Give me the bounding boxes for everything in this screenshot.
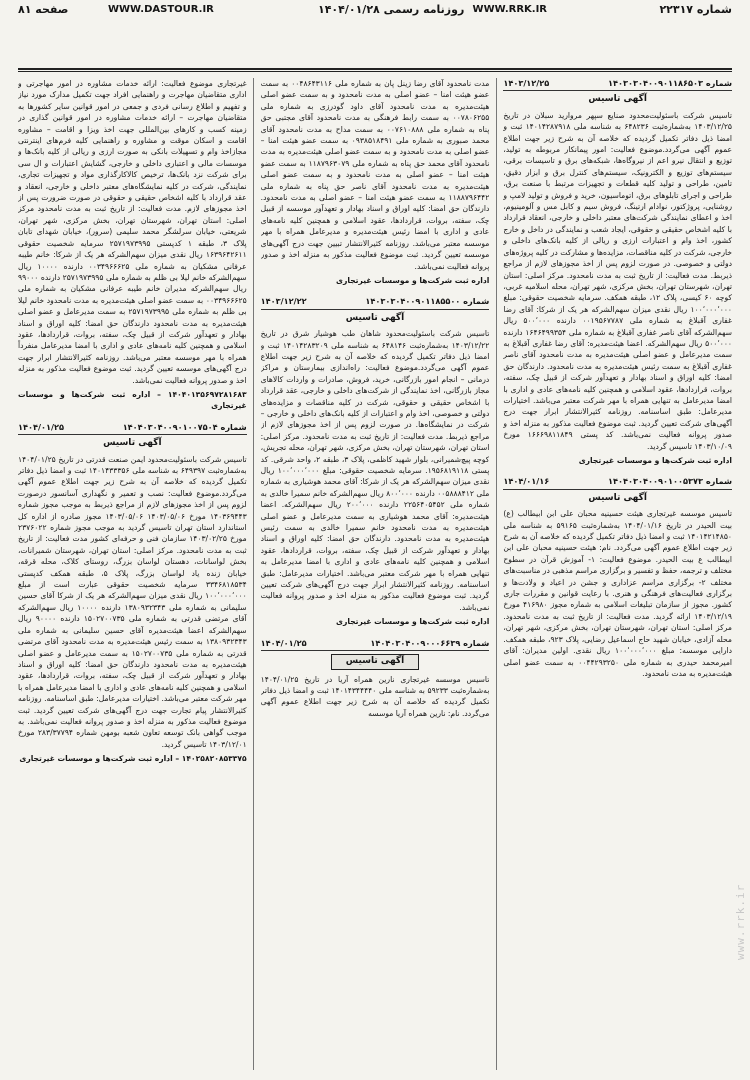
notice-reference bbox=[18, 422, 247, 435]
notice-title-text: آگهی تاسیس bbox=[331, 654, 420, 669]
notice-body: تاسیس شرکت باسئولیت‌محدود ایمن صنعت قدرتی در تاریخ ۱۴۰۴/۰۱/۲۵ به‌شماره‌ثبت ۶۴۹۳۹۷ به شناسه ملی ۱۴۰۱۴۳۳۳۵۶ ثبت و امضا ذیل دفاتر تکمیل گردیده که خلاصه آن به شرح زیر جهت اطلاع عموم آگهی می‌گردد.موضوع فعالیت: نصب و تعمیر و نگهداری آسانسور درصورت لزوم پس از اخذ مجوزهای لازم از مراجع ذیربط به موجب مجوز شماره ۱۴۰۳۶۹۴۴۳ مورخ ۱۴۰۳/۰۵/۰۶ ۱۴۰۳/۰۵/۰۶ مجوز صادره از اداره کل استاندارد استان تهران تاسیس گردید به موجب مجوز شماره ۲۳۷۶۰۲۲ مورخ ۱۴۰۳/۰۲/۲۵ سازمان فنی و حرفه‌ای کشور مدت فعالیت: از تاریخ ثبت به مدت نامحدود. مرکز اصلی: استان تهران، شهرستان شمیرانات، بخش لواسانات، دهستان لواسان بزرگ، روستای کلاک، محله قرقه، خیابان زنده یاد لواسان بزرگ، پلاک ۵، طبقه همکف کدپستی ۳۳۴۶۸۱۸۵۳۴ سرمایه شخصیت حقوقی عبارت است از مبلغ ۱۰۰٬۰۰۰٬۰۰۰ ریال نقدی میزان سهم‌الشرکه هر یک از شرکا آقای حسین سلیمانی به شماره ملی ۱۳۸۰۹۳۲۳۴۳ دارنده ۱۰۰۰۰ ریال سهم‌الشرکه آقای مرتضی قدرتی به شماره ملی ۱۵۰۲۷۰۰۷۳۵ دارنده ۹۰۰۰۰ ریال سهم‌الشرکه اعضا هیئت‌مدیره آقای حسین سلیمانی به شماره ملی ۱۳۸۰۹۳۲۳۴۳ به سمت رئیس هیئت‌مدیره به مدت نامحدود آقای مرتضی قدرتی به شماره ملی ۱۵۰۲۷۰۰۷۳۵ به سمت مدیرعامل و عضو اصلی هیئت‌مدیره به مدت نامحدود دارندگان حق امضا: کلیه اوراق و اسناد بهادار و تعهدآور شرکت از قبیل چک، سفته، بروات، قراردادها، عقود اسلامی و همچنین کلیه نامه‌های عادی و اداری با امضا مدیرعامل همراه با مهر شرکت معتبر می‌باشد. اختیارات مدیرعامل: طبق اساسنامه. روزنامه کثیرالانتشار پیام تجارت جهت درج آگهی‌های شرکت تعیین گردید. ثبت موضوع فعالیت مذکور به منزله اخذ و صدور پروانه فعالیت نمی‌باشد. به موجب گواهی بانک توسعه تعاون شعبه بومهن شماره ۲۸۳/۳۷۷۹۴ مورخ ۱۴۰۳/۱۲/۰۱ تاسیس گردید. bbox=[17, 454, 247, 749]
notice-title-text: آگهی تاسیس bbox=[588, 492, 647, 503]
notice-signature: ۱۴۰۴۰۱۳۵۶۹۷۲۸۱۶۸۳ – اداره ثبت شرکت‌ها و موسسات غیرتجاری bbox=[17, 389, 247, 411]
header-rule-thin bbox=[18, 71, 732, 72]
notice-date: ۱۴۰۴/۰۱/۱۶ bbox=[503, 476, 550, 487]
registration-notice bbox=[503, 476, 732, 679]
notice-number: شماره ۱۴۰۳۰۳۰۴۰۰۹۰۱۱۸۶۵۰۳ bbox=[608, 78, 732, 88]
registration-notice bbox=[18, 422, 247, 765]
notice-signature: ۱۴۰۲۵۸۲۰۸۵۳۳۷۵ – اداره ثبت شرکت‌ها و موسسات غیرتجاری bbox=[19, 754, 247, 764]
registration-notice bbox=[261, 638, 490, 719]
registration-notice bbox=[18, 78, 247, 412]
notice-title-text: آگهی تاسیس bbox=[345, 312, 405, 323]
notice-date: ۱۴۰۳/۱۲/۲۵ bbox=[503, 78, 550, 88]
notice-reference bbox=[503, 476, 732, 489]
notice-body: تاسیس موسسه غیرتجاری هیئت حسینیه محبان علی ابن ابیطالب (ع) بیت الحیدر در تاریخ ۱۴۰۴/۰۱/۱۶ به‌شماره‌ثبت ۵۹۱۶۵ به شناسه ملی ۱۴۰۱۴۲۱۴۸۵۰ ثبت و امضا ذیل دفاتر تکمیل گردیده که خلاصه آن به شرح زیر جهت اطلاع عموم آگهی می‌گردد. نام: هیئت حسینیه محبان علی ابن ابیطالب ع بیت الحیدر. موضوع فعالیت: ۱- آموزش قرآن در سطوح مختلف و ترجمه، حفظ و تفسیر و برگزاری مراسم مذهبی در مناسبت‌های مختلف ۲- برگزاری مراسم عزاداری و جشن در اعیاد و ولادت‌ها و برگزاری فعالیت‌های فرهنگی و هنری. با رعایت قوانین و مقررات جاری کشور. مجوز از سازمان تبلیغات اسلامی به شماره مجوز ۴۱۶۹۸۰ مورخ ۱۴۰۳/۱۲/۱۹ ارائه گردید. مدت فعالیت: از تاریخ ثبت به مدت نامحدود. مرکز اصلی: استان تهران، شهرستان تهران، بخش مرکزی، شهر تهران، محله آزادی، خیابان شهید حاج اسماعیل رضایی، پلاک ۹۲۳، طبقه همکف. دارایی موسسه: مبلغ ۱۰۰٬۰۰۰٬۰۰۰ ریال نقدی. اولین مدیران: آقای امیرمحمد حیدری به شماره ملی ۰۰۴۴۲۹۳۲۵۰ به سمت عضو اصلی هیئت‌مدیره به مدت نامحدود. bbox=[503, 509, 732, 678]
notice-signature: اداره ثبت شرکت‌ها و موسسات غیرتجاری bbox=[336, 275, 490, 285]
site-link-left[interactable]: WWW.DASTOUR.IR bbox=[108, 4, 214, 15]
notice-title-text: آگهی تاسیس bbox=[588, 94, 647, 105]
notice-signature: اداره ثبت شرکت‌ها و موسسات غیرتجاری bbox=[336, 617, 490, 627]
notice-title bbox=[261, 313, 490, 324]
notice-title-text: آگهی تاسیس bbox=[103, 438, 162, 449]
registration-notice bbox=[503, 78, 732, 466]
page-header bbox=[18, 0, 732, 70]
registration-notice bbox=[261, 78, 490, 286]
notice-body: تاسیس شرکت باسئولیت‌محدود صنایع سپهر مروارید سبلان در تاریخ ۱۴۰۳/۱۲/۲۵ به‌شماره‌ثبت ۶۴۸۲۳۶ به شناسه ملی ۱۴۰۱۴۲۸۷۹۱۸ ثبت و امضا ذیل دفاتر تکمیل گردیده که خلاصه آن به شرح زیر جهت اطلاع عموم آگهی می‌گردد.موضوع فعالیت: امور پیمانکار مربوطه به تولید، توزیع و انتقال نیرو اعم از نیروگاه‌ها، شبکه‌های برق و تاسیسات برقی، سیستم‌های توزیع و الکترونیک، سیستم‌های کنترل برق و ابزار دقیق، تامین، طراحی و تولید کلیه قطعات و تجهیزات مرتبط با صنعت برق، طراحی و اجرای تابلوهای برق، اتوماسیون، خرید و فروش و تولید لامپ و روشنایی، پروژکتور، نوادام ارتینگ، فروش سیم و کابل مس و آلومینیوم، اخذ و اعطای نمایندگی شرکت‌های معتبر داخلی و خارجی، انعقاد قرارداد با کلیه اشخاص حقیقی و حقوقی، ایجاد شعب و نمایندگی در داخل و خارج کشور، اخذ وام و اعتبارات ارزی و ریالی از کلیه بانک‌های داخلی و خارجی، شرکت در کلیه مناقصات، مزایده‌ها و مشارکت در کلیه پروژه‌های دولتی و خصوصی. در صورت لزوم پس از اخذ مجوزهای لازم از مراجع ذیربط. مدت فعالیت: از تاریخ ثبت به مدت نامحدود. مرکز اصلی: استان تهران، شهرستان تهران، بخش مرکزی، شهر تهران، محله اسلامیه غربی، کوچه ۶۰ کیسی، پلاک ۱۲، طبقه همکف. سرمایه شخصیت حقوقی: مبلغ ۱۰۰٬۰۰۰٬۰۰۰ ریال نقدی میزان سهم‌الشرکه هر یک از شرکا: آقای رضا غفاری آقبلاغ به شماره ملی ۰۰۱۹۵۶۷۷۸۷ دارنده ۵۰۰٬۰۰۰ ریال سهم‌الشرکه آقای ناصر غفاری آقبلاغ به شماره ملی ۱۶۴۶۴۹۹۳۵۴ دارنده ۵۰۰٬۰۰۰ ریال سهم‌الشرکه. اعضا هیئت‌مدیره: آقای رضا غفاری آقبلاغ به سمت مدیرعامل و عضو اصلی هیئت‌مدیره به مدت نامحدود آقای ناصر غفاری آقبلاغ به سمت رئیس هیئت‌مدیره به مدت نامحدود. دارندگان حق امضا: کلیه اوراق و اسناد بهادار و تعهدآور شرکت از قبیل چک، سفته، بروات، قراردادها، عقود اسلامی و همچنین کلیه نامه‌های عادی و اداری با امضا مدیرعامل به تنهایی همراه با مهر شرکت معتبر می‌باشد. اختیارات مدیرعامل: طبق اساسنامه. روزنامه کثیرالانتشار ابرار جهت درج آگهی‌های شرکت تعیین گردید. ثبت موضوع فعالیت مذکور به منزله اخذ و صدور پروانه فعالیت نمی‌باشد. کد پستی ۱۶۶۶۹۸۱۱۸۴۹ مورخ ۱۴۰۳/۱۰/۰۹ تاسیس گردید. bbox=[503, 110, 732, 451]
header-rule bbox=[18, 68, 732, 70]
newspaper-title-date: روزنامه رسمی ۱۴۰۴/۰۱/۲۸ bbox=[318, 3, 465, 16]
notice-date: ۱۴۰۳/۱۲/۲۲ bbox=[260, 296, 307, 307]
notice-body: غیرتجاری موضوع فعالیت: ارائه خدمات مشاوره در امور مهاجرتی و اداری متقاضیان مهاجرت و راهنمایی افراد جهت تکمیل مدارک مورد نیاز و تفهیم و اطلاع رسانی فردی و جمعی در امور قوانین سایر کشورها به متقاضیان مهاجرت – ارائه خدمات مشاوره در امور قوانین گذاری در زمینه کسب و کارهای بین‌المللی جهت اخذ ویزا و اقامت – مشاوره اقامت و اسکان موقت و مشاوره و راهنمایی کلیه فرم‌های اینترنتی مجازاخذ وام و تسهیلات بانکی به صورت ارزی و ریالی از کلیه بانک‌ها و موسسات مالی و اعتباری داخلی و خارجی، گشایش اعتبارات و ال سی برای شرکت نزد بانک‌ها، ترخیص کالاکارگذاری مواد و تجهیزات تجاری، نمایندگی، شرکت در کلیه نمایشگاه‌های معتبر داخلی و خارجی، انعقاد و عقد قرارداد با کلیه اشخاص حقیقی و حقوقی در صورت ضرورت پس از اخذ مجوزهای لازم. مدت فعالیت: از تاریخ ثبت به مدت نامحدود مرکز اصلی: استان تهران، شهرستان تهران، بخش مرکزی، شهر تهران، شریعتی، خیابان سرلشگر محمد سلیمی (سرور)، خیابان شهدای تابان پلاک ۳، طبقه ۱ کدپستی ۲۵۷۱۹۷۳۹۹۵ سرمایه شخصیت حقوقی ۱۶۳۹۶۴۲۶۱۱ ریال نقدی میزان سهم‌الشرکه هر یک از شرکا: خانم طیبه عرفانی مشکیان به شماره ملی ۰۰۳۴۹۶۶۶۲۵ دارنده ۱۰۰۰۰ ریال سهم‌الشرکه خانم لیلا بی ظلم به شماره ملی ۲۵۷۱۹۷۳۹۹۵ دارنده ۹۹۰۰۰ ریال سهم‌الشرکه مدیران خانم طیبه عرفانی مشکیان به شماره ملی ۰۰۳۴۹۶۶۶۲۵ به سمت عضو اصلی هیئت‌مدیره به مدت نامحدود خانم لیلا بی ظلم به شماره ملی ۲۵۷۱۹۷۳۹۹۵ به سمت مدیرعامل و عضو اصلی هیئت‌مدیره به مدت نامحدود دارندگان حق امضا: کلیه اوراق و اسناد بهادار و تعهدآور شرکت از قبیل چک، سفته، بروات، قراردادها، عقود اسلامی و همچنین کلیه نامه‌های عادی و اداری با امضا مدیرعامل منفرداً همراه با مهر موسسه معتبر می‌باشد. روزنامه کثیرالانتشار ابرار جهت درج آگهی‌های موسسه تعیین گردید. ثبت موضوع فعالیت مذکور به منزله اخذ و صدور پروانه فعالیت نمی‌باشد. bbox=[17, 79, 247, 385]
notice-signature: اداره ثبت شرکت‌ها و موسسات غیرتجاری bbox=[578, 456, 732, 465]
notice-body: تاسیس موسسه غیرتجاری نارین همراه آریا در تاریخ ۱۴۰۴/۰۱/۲۵ به‌شماره‌ثبت ۵۹۲۳۳ به شناسه ملی ۱۴۰۱۴۳۴۴۴۴۰ ثبت و امضا ذیل دفاتر تکمیل گردیده که خلاصه آن به شرح زیر جهت اطلاع عموم آگهی می‌گردد. نام: نارین همراه آریا موسسه bbox=[260, 674, 490, 718]
notice-reference bbox=[503, 78, 732, 91]
notice-number: شماره ۱۴۰۴۰۳۰۴۰۰۹۰۱۰۰۷۵۰۴ bbox=[122, 421, 247, 432]
notice-column bbox=[261, 78, 490, 1070]
column-divider bbox=[496, 78, 497, 1070]
notice-columns bbox=[18, 78, 732, 1070]
notice-title bbox=[503, 94, 732, 105]
notice-column bbox=[18, 78, 247, 1070]
notice-reference bbox=[261, 638, 490, 651]
notice-title bbox=[18, 438, 247, 449]
notice-number: شماره ۱۴۰۳۰۳۰۴۰۰۹۰۱۱۸۵۵۰۰ bbox=[365, 296, 490, 307]
column-divider bbox=[253, 78, 254, 1070]
notice-body: تاسیس شرکت باسئولیت‌محدود شاهان طب هوشیار شرق در تاریخ ۱۴۰۳/۱۲/۲۲ به‌شماره‌ثبت ۶۴۸۱۴۶ به شناسه ملی ۱۴۰۱۴۲۸۳۲۰۹ ثبت و امضا ذیل دفاتر تکمیل گردیده که خلاصه آن به شرح زیر جهت اطلاع عموم آگهی می‌گردد.موضوع فعالیت: راه‌اندازی بیمارستان و مراکز درمانی – انجام امور بازرگانی، خرید، فروش، صادرات و واردات کالاهای مجاز بازرگانی، اخذ نمایندگی از شرکت‌های داخلی و خارجی، عقد قرارداد با اشخاص حقیقی و حقوقی، شرکت در کلیه مناقصات و مزایده‌های دولتی و خصوصی، اخذ وام و اعتبارات از کلیه بانک‌های داخلی و خارجی – شرکت در نمایشگاه‌ها. در صورت لزوم پس از اخذ مجوزهای لازم از مراجع ذیربط. مدت فعالیت: از تاریخ ثبت به مدت نامحدود. مرکز اصلی: استان تهران، شهرستان تهران، بخش مرکزی، شهر تهران، محله تجریش، کوچه پیچ‌شمیرانی، بلوار شهید کاظمی، پلاک ۳، طبقه ۲، واحد شرقی. کد پستی ۱۹۵۶۸۱۹۱۱۸. سرمایه شخصیت حقوقی: مبلغ ۱۰۰٬۰۰۰٬۰۰۰ ریال نقدی میزان سهم‌الشرکه هر یک از شرکا: آقای محمد هوشیاری به شماره ملی ۰۰۵۸۸۸۴۱۲ دارنده ۸۰۰٬۰۰۰ ریال سهم‌الشرکه خانم سمیرا خالدی به شماره ملی ۲۲۵۶۴۰۵۴۵۲ دارنده ۲۰۰٬۰۰۰ ریال سهم‌الشرکه. اعضا هیئت‌مدیره: آقای محمد هوشیاری به سمت مدیرعامل و عضو اصلی هیئت‌مدیره به مدت نامحدود خانم سمیرا خالدی به سمت رئیس هیئت‌مدیره به مدت نامحدود. دارندگان حق امضا: کلیه اوراق و اسناد بهادار و تعهدآور شرکت از قبیل چک، سفته، بروات، قراردادها، عقود اسلامی و همچنین کلیه نامه‌های عادی و اداری با امضا مدیرعامل به تنهایی همراه با مهر شرکت معتبر می‌باشد. اختیارات مدیرعامل: طبق اساسنامه. روزنامه کثیرالانتشار ابرار جهت درج آگهی‌های شرکت تعیین گردید. ثبت موضوع فعالیت مذکور به منزله اخذ و صدور پروانه فعالیت نمی‌باشد. bbox=[260, 329, 490, 612]
notice-number: شماره ۱۴۰۴۰۳۰۴۰۰۹۰۱۰۰۵۳۷۳ bbox=[608, 476, 732, 487]
notice-reference bbox=[261, 296, 490, 309]
page-number: صفحه ۸۱ bbox=[18, 3, 69, 16]
notice-column bbox=[503, 78, 732, 1070]
registration-notice bbox=[261, 296, 490, 627]
notice-title bbox=[503, 493, 732, 504]
site-watermark: www.rrk.ir bbox=[734, 883, 747, 960]
site-link-right[interactable]: WWW.RRK.IR bbox=[472, 4, 547, 15]
issue-number: شماره ۲۲۳۱۷ bbox=[659, 3, 732, 16]
notice-body: مدت نامحدود آقای رضا زینل پان به شماره ملی ۰۰۴۸۶۴۳۱۱۶ به سمت عضو هیئت امنا – عضو اصلی به مدت نامحدود و به سمت عضو اصلی هیئت‌مدیره به مدت نامحدود آقای داود گودرزی به شماره ملی ۰۰۷۸۰۶۲۵۵ به سمت رابط فرهنگی به مدت نامحدود آقای مجتبی حق پناه به شماره ملی ۰۰۷۶۱۰۸۸۸ به سمت مداح به مدت نامحدود آقای محمد صبوری به شماره ملی ۰۹۳۸۵۱۸۴۹۱ به سمت عضو هیئت امنا – عضو اصلی به مدت نامحدود و به سمت عضو اصلی هیئت‌مدیره به مدت نامحدود آقای محمد حق پناه به شماره ملی ۱۱۸۷۹۶۳۰۷۹ به سمت عضو هیئت امنا – عضو اصلی به مدت نامحدود و به سمت عضو اصلی هیئت‌مدیره به مدت نامحدود آقای ناصر حق پناه به شماره ملی ۱۱۸۸۷۹۶۴۴۲ به سمت عضو هیئت امنا – عضو اصلی به مدت نامحدود. دارندگان حق امضا: کلیه اوراق و اسناد بهادار و تعهدآور موسسه از قبیل چک، سفته، بروات، قراردادها، عقود اسلامی و همچنین کلیه نامه‌های عادی و اداری با امضا رئیس هیئت‌مدیره و مدیرعامل همراه با مهر موسسه معتبر می‌باشد. روزنامه کثیرالانتشار تبیین جهت درج آگهی‌های موسسه تعیین گردید. ثبت موضوع فعالیت مذکور به منزله اخذ و صدور پروانه فعالیت نمی‌باشد. bbox=[260, 79, 490, 271]
notice-date: ۱۴۰۴/۰۱/۲۵ bbox=[260, 637, 307, 648]
notice-number: شماره ۱۴۰۴۰۳۰۴۰۰۹۰۰۰۶۶۳۹ bbox=[370, 637, 490, 648]
notice-title bbox=[261, 654, 490, 669]
notice-date: ۱۴۰۴/۰۱/۲۵ bbox=[17, 421, 64, 432]
